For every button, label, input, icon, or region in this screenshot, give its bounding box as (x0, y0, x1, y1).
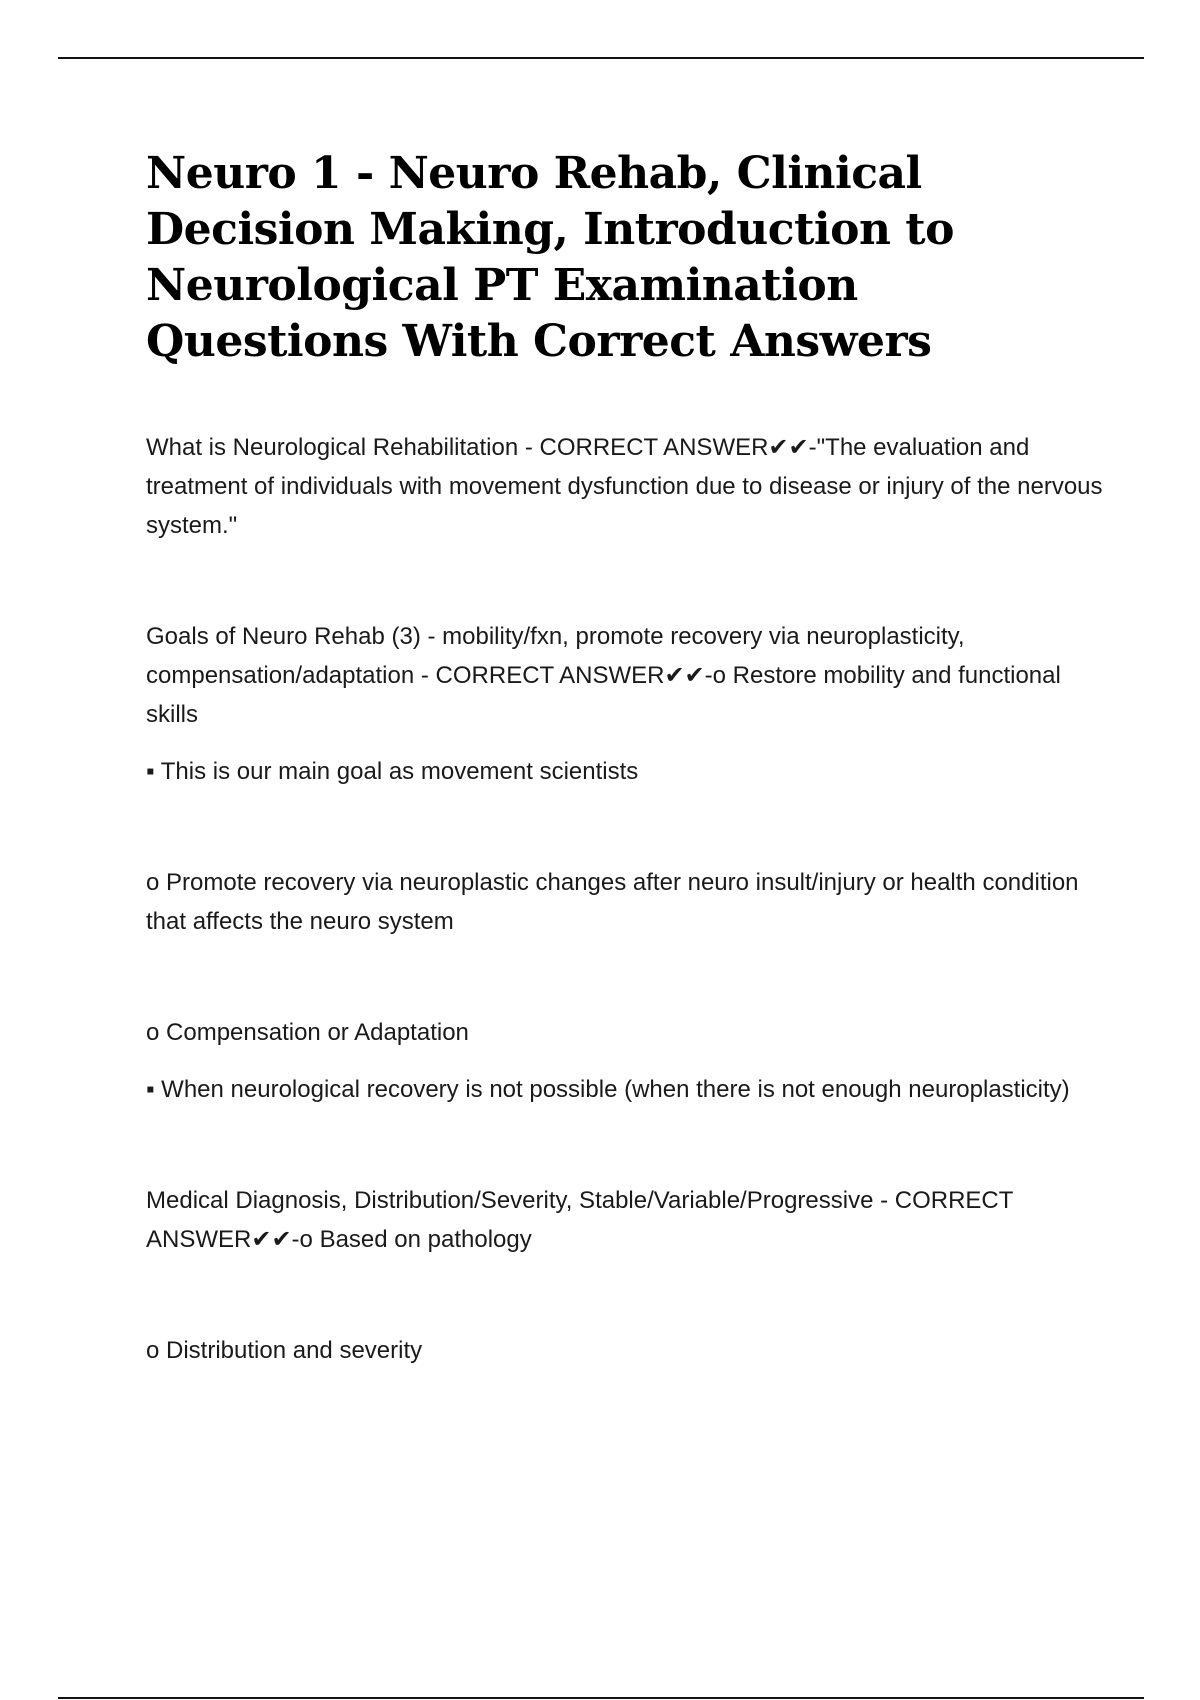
paragraph: ▪ This is our main goal as movement scientists (146, 758, 639, 785)
paragraph: o Compensation or Adaptation (146, 1019, 469, 1046)
document-body (146, 146, 1106, 1370)
paragraph: Medical Diagnosis, Distribution/Severity, Stable/Variable/Progressive - CORRECT ANSWER✔✔-o Based on pathology (146, 1187, 1013, 1253)
top-rule (58, 57, 1144, 59)
paragraph: o Promote recovery via neuroplastic changes after neuro insult/injury or health condition that affects the neuro system (146, 869, 1079, 935)
paragraph: What is Neurological Rehabilitation - CORRECT ANSWER✔✔-"The evaluation and treatment of individuals with movement dysfunction due to disease or injury of the nervous system." (146, 434, 1103, 539)
paragraph: ▪ When neurological recovery is not possible (when there is not enough neuroplasticity) (146, 1076, 1070, 1103)
bottom-rule (58, 1697, 1144, 1699)
paragraph: o Distribution and severity (146, 1337, 423, 1364)
paragraph: Goals of Neuro Rehab (3) - mobility/fxn, promote recovery via neuroplasticity, compensation/adaptation - CORRECT ANSWER✔✔-o Restore mobility and functional skills (146, 623, 1061, 728)
document-title: Neuro 1 - Neuro Rehab, Clinical Decision Making, Introduction to Neurological PT Examination Questions With Correct Answers (146, 148, 954, 367)
